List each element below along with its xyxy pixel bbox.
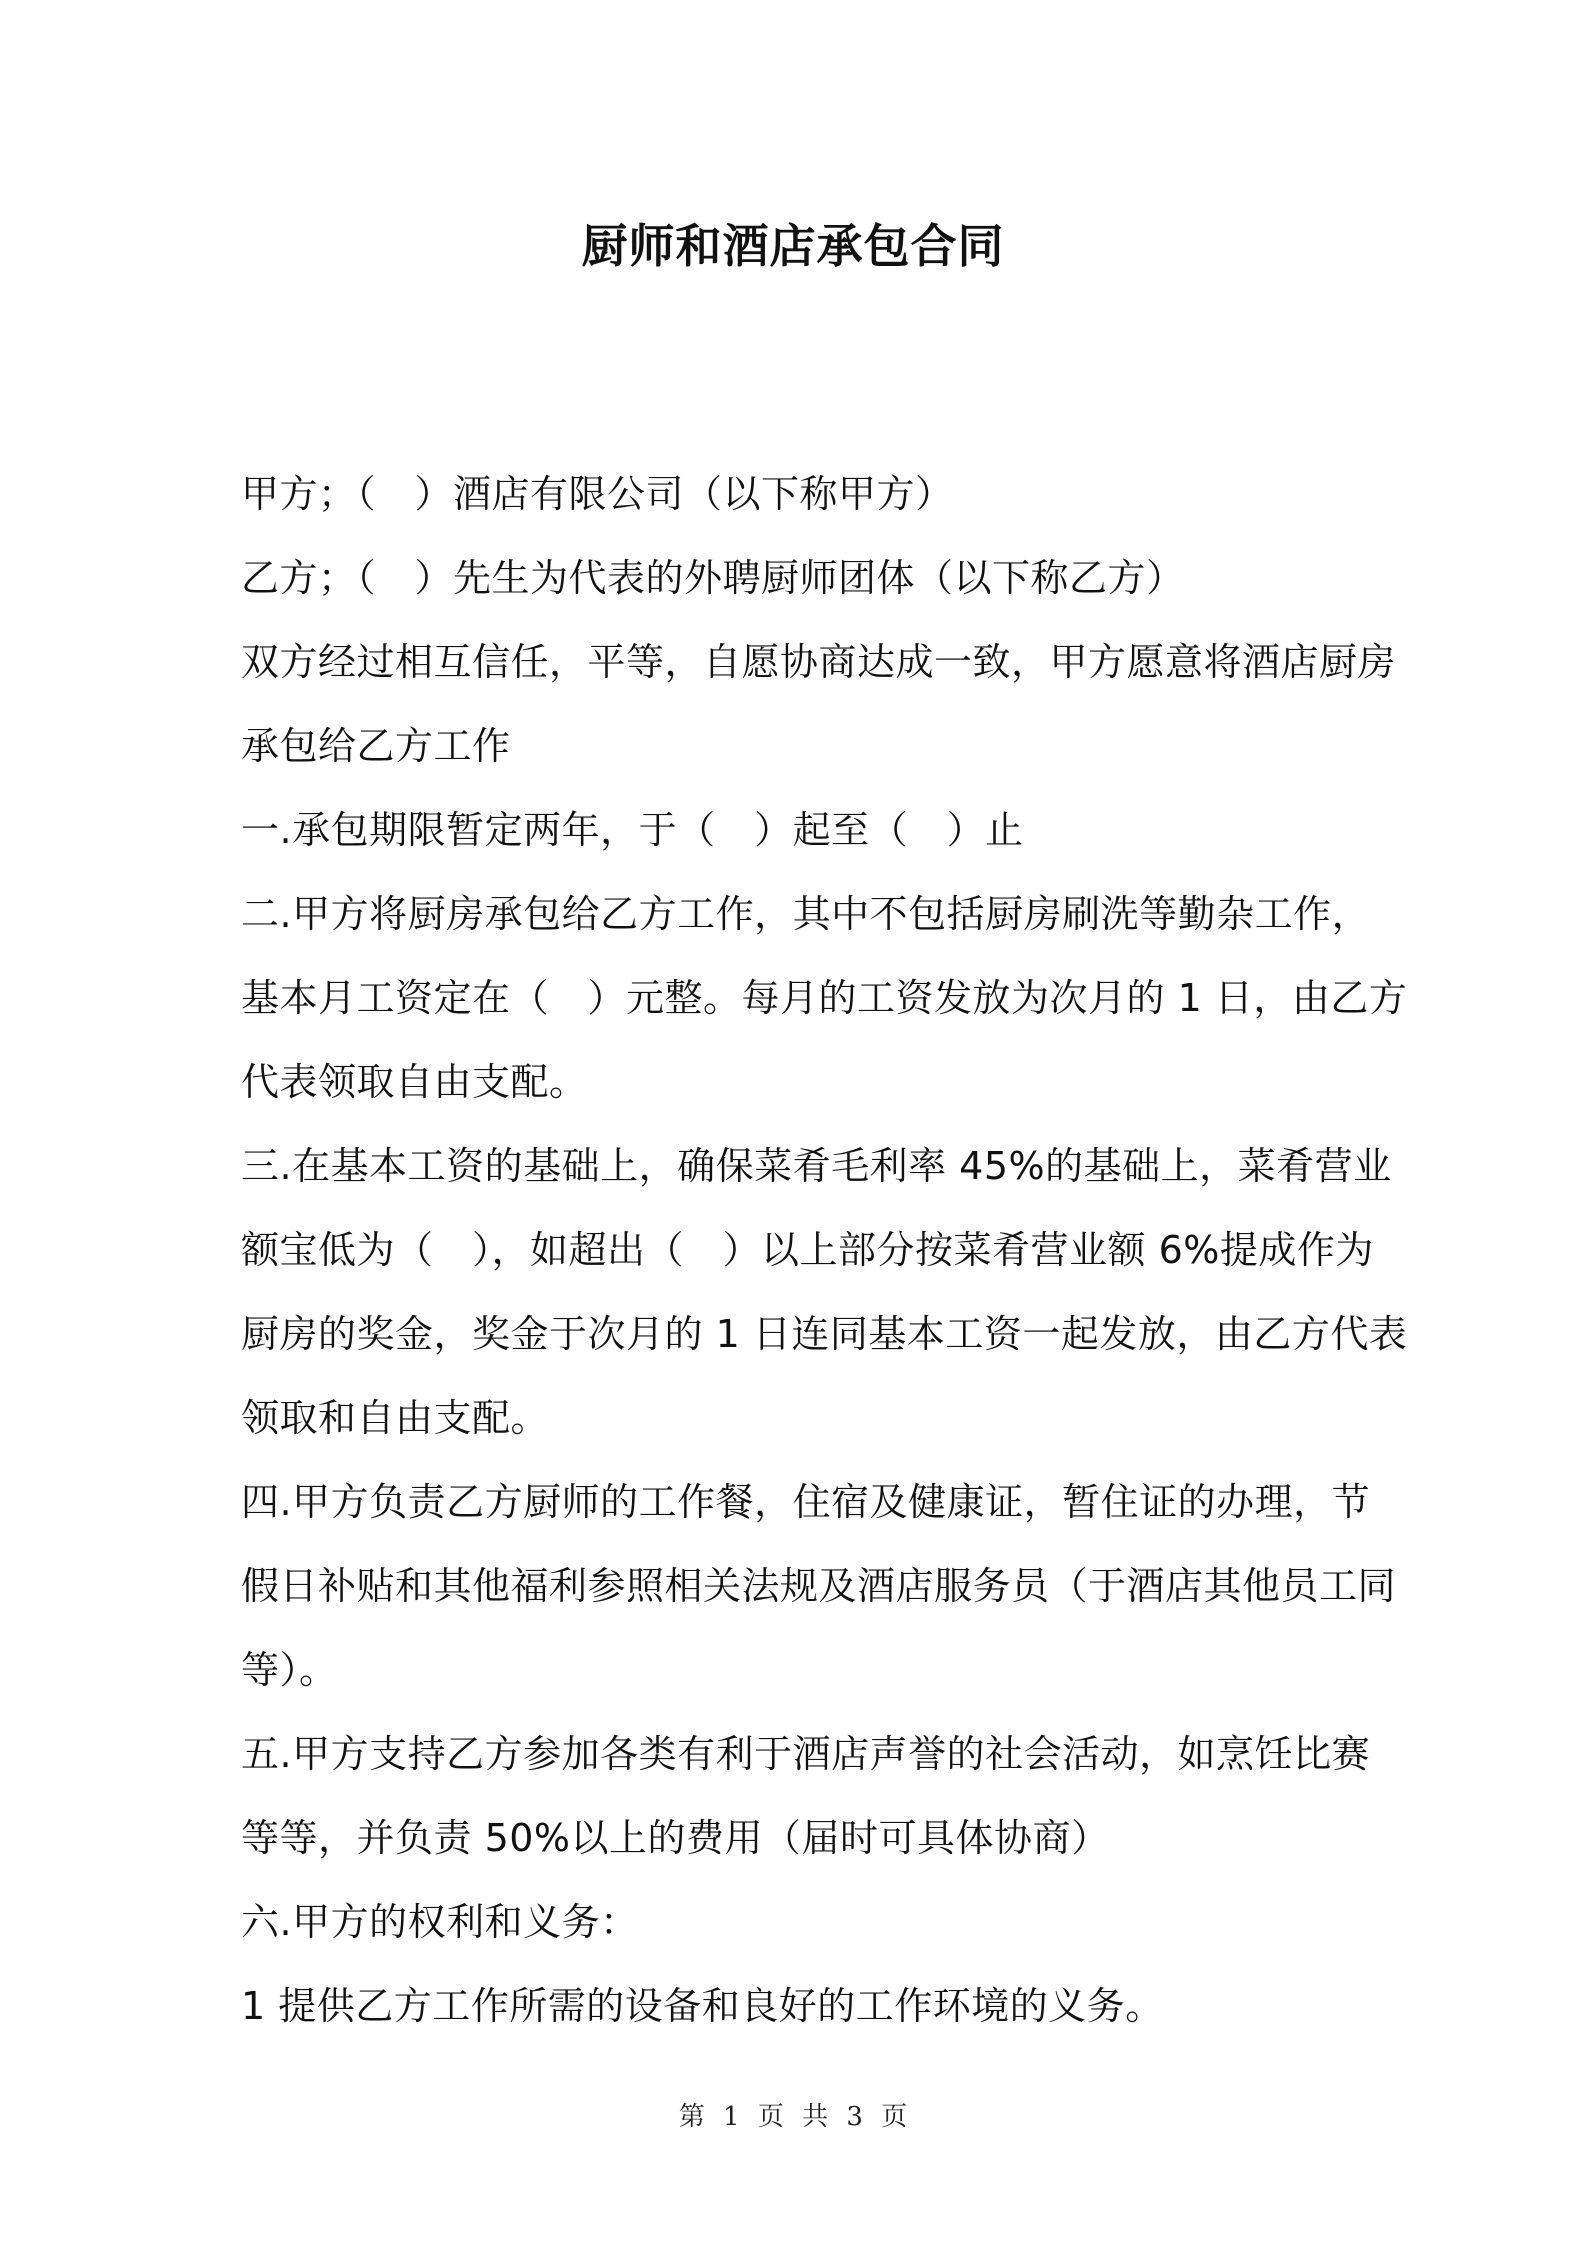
- clause-5-line: 五.甲方支持乙方参加各类有利于酒店声誉的社会活动，如烹饪比赛: [241, 1732, 1371, 1776]
- document-body: [241, 452, 1408, 2048]
- clause-4-line: 假日补贴和其他福利参照相关法规及酒店服务员（于酒店其他员工同: [241, 1564, 1397, 1608]
- party-b-line: 乙方；（ ）先生为代表的外聘厨师团体（以下称乙方）: [241, 556, 1185, 600]
- preamble-line: 双方经过相互信任，平等，自愿协商达成一致，甲方愿意将酒店厨房: [241, 640, 1397, 684]
- clause-4-line: 等）。: [241, 1648, 338, 1692]
- clause-2-line: 基本月工资定在（ ）元整。每月的工资发放为次月的 1 日，由乙方: [241, 976, 1408, 1020]
- clause-3-line: 厨房的奖金，奖金于次月的 1 日连同基本工资一起发放，由乙方代表: [241, 1312, 1408, 1356]
- clause-4-line: 四.甲方负责乙方厨师的工作餐，住宿及健康证，暂住证的办理，节: [241, 1480, 1371, 1524]
- clause-5-line: 等等，并负责 50%以上的费用（届时可具体协商）: [241, 1816, 1110, 1860]
- clause-3-line: 额宝低为（ ），如超出（ ）以上部分按菜肴营业额 6%提成作为: [241, 1228, 1374, 1272]
- document-title: 厨师和酒店承包合同: [581, 219, 1005, 273]
- clause-1-line: 一.承包期限暂定两年，于（ ）起至（ ）止: [241, 808, 1024, 852]
- clause-3-line: 领取和自由支配。: [241, 1396, 550, 1440]
- party-a-line: 甲方；（ ）酒店有限公司（以下称甲方）: [241, 472, 954, 516]
- clause-2-line: 二.甲方将厨房承包给乙方工作，其中不包括厨房刷洗等勤杂工作，: [241, 892, 1371, 936]
- clause-2-line: 代表领取自由支配。: [241, 1060, 588, 1104]
- page-number-footer: 第 1 页 共 3 页: [678, 2102, 908, 2132]
- clause-6-heading: 六.甲方的权利和义务：: [241, 1900, 639, 1944]
- preamble-line: 承包给乙方工作: [241, 724, 511, 768]
- clause-3-line: 三.在基本工资的基础上，确保菜肴毛利率 45%的基础上，菜肴营业: [241, 1144, 1392, 1188]
- clause-6-item-1: 1 提供乙方工作所需的设备和良好的工作环境的义务。: [241, 1984, 1164, 2028]
